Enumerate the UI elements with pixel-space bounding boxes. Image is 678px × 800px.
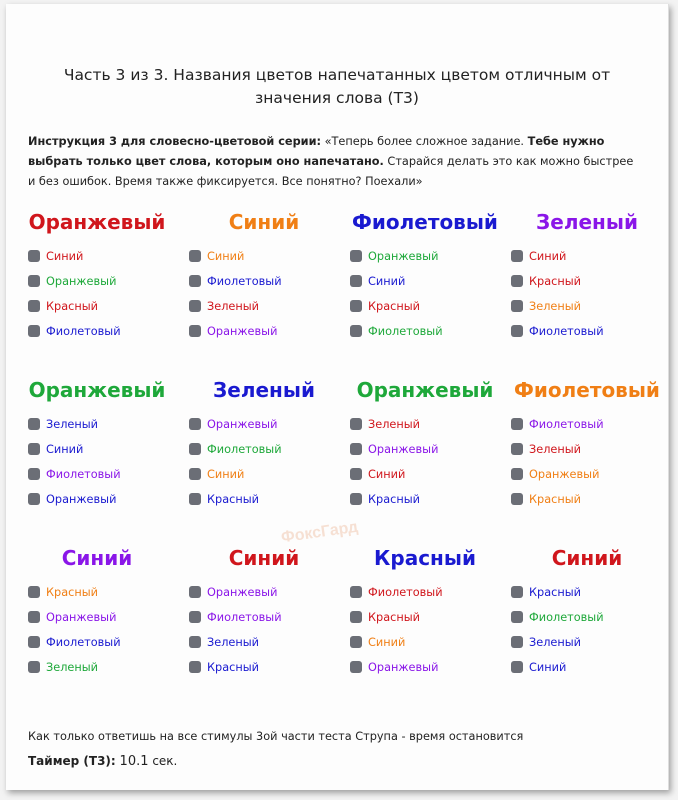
answer-option[interactable]: [189, 607, 282, 627]
answer-checkbox[interactable]: [350, 636, 362, 648]
answer-option-label: Зеленый: [46, 417, 99, 431]
answer-checkbox[interactable]: [189, 275, 201, 287]
answer-option-label: Фиолетовый: [529, 417, 604, 431]
answer-option[interactable]: [511, 632, 581, 652]
answer-option-label: Синий: [368, 635, 406, 649]
answer-option-label: Красный: [368, 299, 420, 313]
answer-option-label: Фиолетовый: [368, 324, 443, 338]
answer-option-label: Оранжевый: [368, 660, 439, 674]
answer-option-label: Красный: [368, 492, 420, 506]
answer-option[interactable]: [189, 657, 259, 677]
timer: [28, 754, 177, 769]
answer-option-label: Фиолетовый: [529, 610, 604, 624]
answer-checkbox[interactable]: [189, 468, 201, 480]
answer-option-label: Синий: [529, 249, 567, 263]
answer-option[interactable]: [350, 464, 405, 484]
answer-checkbox[interactable]: [350, 611, 362, 623]
answer-checkbox[interactable]: [28, 300, 40, 312]
answer-option-label: Оранжевый: [368, 442, 439, 456]
answer-option-label: Красный: [207, 492, 259, 506]
answer-option-label: Синий: [368, 467, 406, 481]
answer-option-label: Оранжевый: [207, 417, 278, 431]
answer-checkbox[interactable]: [28, 636, 40, 648]
answer-checkbox[interactable]: [350, 443, 362, 455]
answer-checkbox[interactable]: [189, 611, 201, 623]
answer-option-label: Оранжевый: [46, 274, 117, 288]
answer-checkbox[interactable]: [28, 250, 40, 262]
stimulus-word: Красный: [374, 546, 476, 570]
answer-option[interactable]: [511, 414, 604, 434]
answer-checkbox[interactable]: [511, 586, 523, 598]
instruction-label: Инструкция 3 для словесно-цветовой серии:: [28, 135, 322, 148]
answer-option[interactable]: [511, 607, 604, 627]
stimulus-word: Фиолетовый: [514, 378, 660, 402]
answer-option-label: Синий: [207, 249, 245, 263]
answer-option-label: Фиолетовый: [368, 585, 443, 599]
answer-checkbox[interactable]: [511, 250, 523, 262]
answer-option-label: Фиолетовый: [207, 442, 282, 456]
answer-option-label: Синий: [46, 442, 84, 456]
answer-option[interactable]: [28, 464, 121, 484]
answer-option-label: Зеленый: [207, 635, 260, 649]
answer-checkbox[interactable]: [350, 661, 362, 673]
instruction-text: [28, 132, 638, 192]
answer-option-label: Фиолетовый: [207, 610, 282, 624]
answer-option-label: Зеленый: [529, 299, 582, 313]
answer-option-label: Красный: [46, 585, 98, 599]
answer-checkbox[interactable]: [189, 443, 201, 455]
answer-checkbox[interactable]: [189, 493, 201, 505]
answer-option-label: Фиолетовый: [529, 324, 604, 338]
answer-checkbox[interactable]: [350, 300, 362, 312]
answer-option-label: Зеленый: [368, 417, 421, 431]
answer-checkbox[interactable]: [189, 661, 201, 673]
answer-option[interactable]: [28, 321, 121, 341]
answer-checkbox[interactable]: [28, 418, 40, 430]
answer-option[interactable]: [28, 582, 98, 602]
answer-option-label: Фиолетовый: [46, 635, 121, 649]
answer-option[interactable]: [28, 632, 121, 652]
answer-option[interactable]: [189, 271, 282, 291]
answer-checkbox[interactable]: [28, 661, 40, 673]
answer-checkbox[interactable]: [189, 418, 201, 430]
answer-option[interactable]: [350, 296, 420, 316]
answer-option-label: Оранжевый: [368, 249, 439, 263]
answer-checkbox[interactable]: [350, 325, 362, 337]
timer-unit: сек.: [152, 754, 178, 768]
answer-checkbox[interactable]: [511, 443, 523, 455]
answer-checkbox[interactable]: [28, 493, 40, 505]
answer-option[interactable]: [189, 246, 244, 266]
answer-checkbox[interactable]: [511, 611, 523, 623]
answer-checkbox[interactable]: [350, 586, 362, 598]
answer-checkbox[interactable]: [511, 325, 523, 337]
answer-option[interactable]: [28, 271, 116, 291]
answer-checkbox[interactable]: [28, 586, 40, 598]
answer-checkbox[interactable]: [350, 468, 362, 480]
answer-checkbox[interactable]: [189, 325, 201, 337]
instruction-part2: Старайся делать это как можно быстрее и без ошибок. Время также фиксируется. Все понятно? Поехали»: [28, 155, 634, 188]
answer-option[interactable]: [511, 296, 581, 316]
answer-option[interactable]: [511, 489, 581, 509]
answer-option[interactable]: [350, 321, 443, 341]
answer-option-label: Красный: [368, 610, 420, 624]
answer-checkbox[interactable]: [511, 636, 523, 648]
answer-option-label: Зеленый: [529, 442, 582, 456]
stimulus-word: Синий: [228, 210, 300, 234]
answer-option-label: Синий: [529, 660, 567, 674]
answer-option-label: Красный: [529, 585, 581, 599]
answer-option-label: Фиолетовый: [46, 324, 121, 338]
stimulus-word: Оранжевый: [356, 378, 494, 402]
answer-option[interactable]: [350, 246, 438, 266]
answer-option-label: Оранжевый: [46, 492, 117, 506]
answer-option[interactable]: [189, 489, 259, 509]
answer-option[interactable]: [189, 321, 277, 341]
watermark-logo: ФоксГард: [280, 518, 360, 547]
timer-value: 10.1: [119, 754, 149, 769]
answer-checkbox[interactable]: [28, 611, 40, 623]
answer-checkbox[interactable]: [511, 468, 523, 480]
answer-option[interactable]: [189, 296, 259, 316]
stimulus-word: Синий: [228, 546, 300, 570]
answer-option[interactable]: [350, 414, 420, 434]
instruction-emphasis: Тебе нужно выбрать только цвет слова, которым оно напечатано.: [28, 135, 605, 168]
answer-checkbox[interactable]: [189, 586, 201, 598]
stimulus-word: Оранжевый: [28, 210, 166, 234]
answer-option[interactable]: [28, 439, 83, 459]
answer-option[interactable]: [28, 657, 98, 677]
answer-checkbox[interactable]: [511, 418, 523, 430]
answer-option-label: Красный: [529, 274, 581, 288]
answer-option[interactable]: [511, 271, 581, 291]
answer-option[interactable]: [350, 439, 438, 459]
answer-option[interactable]: [28, 296, 98, 316]
answer-option[interactable]: [28, 607, 116, 627]
answer-option[interactable]: [28, 246, 83, 266]
answer-option[interactable]: [28, 489, 116, 509]
answer-option-label: Фиолетовый: [207, 274, 282, 288]
answer-checkbox[interactable]: [350, 275, 362, 287]
answer-option-label: Зеленый: [46, 660, 99, 674]
answer-checkbox[interactable]: [28, 275, 40, 287]
answer-option-label: Синий: [46, 249, 84, 263]
answer-checkbox[interactable]: [511, 300, 523, 312]
answer-option-label: Зеленый: [207, 299, 260, 313]
test-card: [6, 4, 669, 790]
answer-option-label: Оранжевый: [46, 610, 117, 624]
answer-checkbox[interactable]: [350, 418, 362, 430]
answer-option[interactable]: [350, 632, 405, 652]
answer-option[interactable]: [511, 464, 599, 484]
answer-option-label: Фиолетовый: [46, 467, 121, 481]
answer-option-label: Оранжевый: [207, 585, 278, 599]
answer-checkbox[interactable]: [189, 636, 201, 648]
answer-option-label: Красный: [207, 660, 259, 674]
answer-option[interactable]: [350, 607, 420, 627]
answer-option[interactable]: [511, 246, 566, 266]
answer-option-label: Синий: [368, 274, 406, 288]
stimulus-word: Синий: [551, 546, 623, 570]
answer-option-label: Красный: [529, 492, 581, 506]
stimulus-word: Фиолетовый: [352, 210, 498, 234]
answer-option[interactable]: [511, 439, 581, 459]
stimulus-word: Зеленый: [536, 210, 638, 234]
answer-checkbox[interactable]: [511, 275, 523, 287]
answer-option[interactable]: [189, 464, 244, 484]
answer-checkbox[interactable]: [28, 443, 40, 455]
answer-option[interactable]: [189, 632, 259, 652]
answer-checkbox[interactable]: [350, 493, 362, 505]
answer-checkbox[interactable]: [189, 250, 201, 262]
answer-option[interactable]: [511, 657, 566, 677]
answer-option[interactable]: [511, 321, 604, 341]
answer-option-label: Зеленый: [529, 635, 582, 649]
answer-option[interactable]: [350, 582, 443, 602]
answer-option[interactable]: [350, 489, 420, 509]
answer-checkbox[interactable]: [189, 300, 201, 312]
timer-label: Таймер (Т3):: [28, 754, 116, 768]
answer-option-label: Синий: [207, 467, 245, 481]
footer-note: Как только ответишь на все стимулы 3ой части теста Струпа - время остановится: [28, 730, 524, 743]
answer-option[interactable]: [28, 414, 98, 434]
stimulus-word: Оранжевый: [28, 378, 166, 402]
answer-option[interactable]: [350, 271, 405, 291]
answer-option[interactable]: [189, 414, 277, 434]
answer-checkbox[interactable]: [511, 493, 523, 505]
answer-checkbox[interactable]: [511, 661, 523, 673]
instruction-part1: «Теперь более сложное задание.: [321, 135, 528, 148]
answer-checkbox[interactable]: [28, 325, 40, 337]
answer-option[interactable]: [189, 582, 277, 602]
stimulus-word: Синий: [61, 546, 133, 570]
answer-option[interactable]: [350, 657, 438, 677]
answer-option[interactable]: [189, 439, 282, 459]
answer-option-label: Красный: [46, 299, 98, 313]
answer-option[interactable]: [511, 582, 581, 602]
answer-checkbox[interactable]: [28, 468, 40, 480]
page-title: Часть 3 из 3. Названия цветов напечатанных цветом отличным от значения слова (Т3): [63, 66, 611, 107]
answer-option-label: Оранжевый: [207, 324, 278, 338]
answer-option-label: Оранжевый: [529, 467, 600, 481]
answer-checkbox[interactable]: [350, 250, 362, 262]
stimulus-word: Зеленый: [213, 378, 315, 402]
